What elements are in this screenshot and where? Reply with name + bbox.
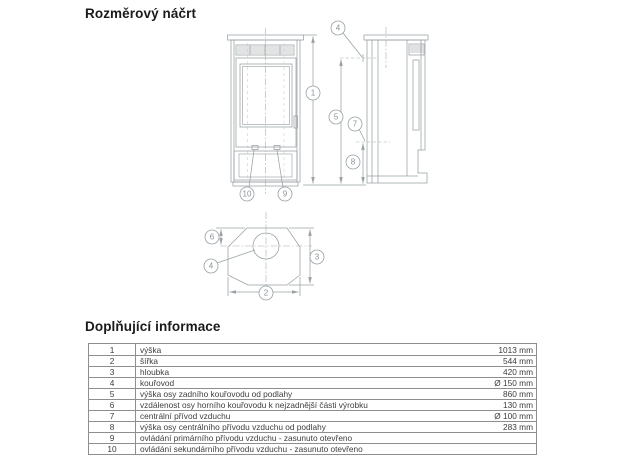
row-value: 420 mm — [503, 367, 533, 377]
callout-5 — [329, 110, 343, 124]
callout-8 — [346, 155, 360, 169]
row-label: výška osy centrálního přívodu vzduchu od podlahy — [140, 422, 326, 432]
row-value: 130 mm — [503, 400, 533, 410]
row-value: 544 mm — [503, 356, 533, 366]
callout-7-number: 7 — [352, 119, 358, 129]
primary-air-control — [252, 146, 258, 150]
callout-5-number: 5 — [333, 112, 339, 122]
row-number: 8 — [89, 422, 136, 432]
table-row — [89, 388, 536, 399]
table-row — [89, 410, 536, 421]
callout-9 — [278, 187, 292, 201]
row-value: Ø 150 mm — [494, 378, 533, 388]
row-number: 5 — [89, 389, 136, 399]
callout-6 — [205, 230, 219, 244]
callout-3 — [310, 250, 324, 264]
callout-4-number: 4 — [335, 23, 341, 33]
row-number: 1 — [89, 344, 136, 355]
callout-7 — [348, 117, 362, 131]
row-label: výška osy zadního kouřovodu od podlahy — [140, 389, 293, 399]
callout-1 — [306, 86, 320, 100]
callout-1-number: 1 — [310, 88, 316, 98]
table-row — [89, 344, 536, 355]
table-row — [89, 443, 536, 454]
row-value: 283 mm — [503, 422, 533, 432]
row-label: centrální přívod vzduchu — [140, 411, 231, 421]
row-label: vzdálenost osy horního kouřovodu k nejzadnější části výrobku — [140, 400, 368, 410]
callout-8-number: 8 — [350, 157, 356, 167]
row-label: ovládání sekundárního přívodu vzduchu - zasunuto otevřeno — [140, 444, 363, 454]
callout-9-number: 9 — [282, 189, 288, 199]
additional-info-table — [88, 343, 537, 455]
row-value: 860 mm — [503, 389, 533, 399]
table-row — [89, 355, 536, 366]
row-label: ovládání primárního přívodu vzduchu - zasunuto otevřeno — [140, 433, 353, 443]
row-value: Ø 100 mm — [494, 411, 533, 421]
row-number: 7 — [89, 411, 136, 421]
row-value: 1013 mm — [498, 344, 533, 355]
callout-4-top — [204, 259, 218, 273]
page-title: Rozměrový náčrt — [85, 6, 197, 21]
row-number: 10 — [89, 444, 136, 454]
callout-10-number: 10 — [242, 189, 252, 199]
callout-2-number: 2 — [263, 288, 269, 298]
table-row — [89, 399, 536, 410]
front-grille — [236, 45, 294, 55]
row-label: šířka — [140, 356, 158, 366]
callout-4-number: 4 — [208, 261, 214, 271]
callout-10 — [240, 187, 254, 201]
row-number: 6 — [89, 400, 136, 410]
table-row — [89, 377, 536, 388]
row-number: 3 — [89, 367, 136, 377]
table-row — [89, 421, 536, 432]
front-view — [228, 28, 304, 194]
row-number: 9 — [89, 433, 136, 443]
callout-6-number: 6 — [209, 232, 215, 242]
table-row — [89, 366, 536, 377]
row-number: 2 — [89, 356, 136, 366]
side-grille — [409, 44, 424, 55]
row-label: hloubka — [140, 367, 170, 377]
callout-2 — [259, 286, 273, 300]
table-row — [89, 432, 536, 443]
row-number: 4 — [89, 378, 136, 388]
row-label: výška — [140, 344, 162, 355]
callout-4-side — [331, 21, 345, 35]
callout-leaders — [217, 33, 365, 263]
callout-3-number: 3 — [314, 252, 320, 262]
secondary-air-control — [274, 146, 280, 150]
section-title-additional-info: Doplňující informace — [85, 319, 221, 334]
row-label: kouřovod — [140, 378, 175, 388]
